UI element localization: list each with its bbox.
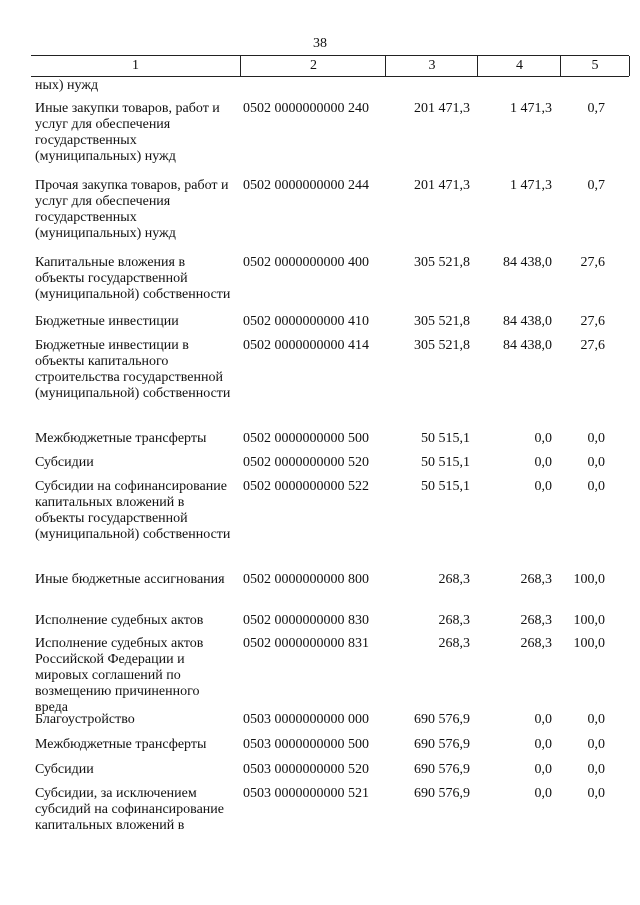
row-code: 0503 0000000000 521 [243,786,369,801]
row-value-3: 268,3 [438,572,470,587]
column-header-5: 5 [560,56,630,76]
column-header-2: 2 [240,56,386,76]
row-name: Исполнение судебных актов [35,613,204,628]
row-value-5: 0,7 [587,101,605,116]
row-code: 0502 0000000000 400 [243,255,369,270]
row-name: Капитальные вложения в объекты государственной (муниципальной) собственности [35,255,231,302]
row-code: 0502 0000000000 240 [243,101,369,116]
row-code: 0502 0000000000 244 [243,178,369,193]
row-value-5: 0,0 [587,712,605,727]
row-value-3: 268,3 [438,613,470,628]
row-name: Благоустройство [35,712,135,727]
row-value-4: 0,0 [534,737,552,752]
row-code: 0502 0000000000 410 [243,314,369,329]
row-name: Иные бюджетные ассигнования [35,572,225,587]
row-value-5: 0,0 [587,455,605,470]
row-value-5: 0,0 [587,786,605,801]
row-value-5: 100,0 [573,572,605,587]
row-value-3: 268,3 [438,636,470,651]
row-name: Бюджетные инвестиции в объекты капитального строительства государственной (муниципальной) собственности [35,338,231,401]
row-name: Субсидии, за исключением субсидий на софинансирование капитальных вложений в [35,786,225,833]
row-value-3: 305 521,8 [414,338,470,353]
row-value-3: 690 576,9 [414,712,470,727]
row-name: Межбюджетные трансферты [35,431,207,446]
row-value-3: 50 515,1 [421,455,470,470]
row-value-4: 0,0 [534,712,552,727]
row-value-4: 1 471,3 [510,178,552,193]
row-code: 0503 0000000000 520 [243,762,369,777]
row-value-3: 305 521,8 [414,255,470,270]
row-name: Иные закупки товаров, работ и услуг для обеспечения государственных (муниципальных) нужд [35,101,220,164]
row-value-5: 100,0 [573,613,605,628]
row-value-3: 50 515,1 [421,479,470,494]
row-name: Прочая закупка товаров, работ и услуг для обеспечения государственных (муниципальных) нужд [35,178,229,241]
column-header-3: 3 [385,56,478,76]
row-value-4: 84 438,0 [503,338,552,353]
row-value-5: 27,6 [580,255,605,270]
row-value-4: 268,3 [520,572,552,587]
row-name: Межбюджетные трансферты [35,737,207,752]
row-value-5: 100,0 [573,636,605,651]
column-header-1: 1 [132,58,139,73]
row-value-3: 50 515,1 [421,431,470,446]
row-code: 0502 0000000000 500 [243,431,369,446]
column-header-4: 4 [477,56,561,76]
row-code: 0502 0000000000 522 [243,479,369,494]
row-value-5: 0,0 [587,737,605,752]
row-value-5: 0,7 [587,178,605,193]
row-name: Субсидии [35,455,94,470]
row-code: 0502 0000000000 830 [243,613,369,628]
table-header [31,55,629,77]
row-value-5: 0,0 [587,431,605,446]
row-name: ных) нужд [35,78,99,93]
page-number: 38 [313,36,327,51]
row-value-4: 0,0 [534,479,552,494]
row-name: Исполнение судебных актов Российской Федерации и мировых соглашений по возмещению причиненного вреда [35,636,204,715]
row-name: Субсидии на софинансирование капитальных вложений в объекты государственной (муниципальной) собственности [35,479,231,542]
row-value-4: 84 438,0 [503,314,552,329]
row-code: 0502 0000000000 414 [243,338,369,353]
row-value-3: 305 521,8 [414,314,470,329]
row-code: 0503 0000000000 000 [243,712,369,727]
row-value-5: 0,0 [587,479,605,494]
row-value-5: 27,6 [580,338,605,353]
row-value-4: 0,0 [534,455,552,470]
row-value-3: 690 576,9 [414,786,470,801]
row-name: Бюджетные инвестиции [35,314,179,329]
row-value-4: 268,3 [520,613,552,628]
row-value-3: 201 471,3 [414,178,470,193]
row-name: Субсидии [35,762,94,777]
row-value-4: 0,0 [534,431,552,446]
row-value-5: 0,0 [587,762,605,777]
row-code: 0502 0000000000 800 [243,572,369,587]
row-code: 0502 0000000000 831 [243,636,369,651]
row-code: 0503 0000000000 500 [243,737,369,752]
row-value-3: 690 576,9 [414,737,470,752]
row-value-5: 27,6 [580,314,605,329]
row-value-3: 690 576,9 [414,762,470,777]
row-value-4: 0,0 [534,762,552,777]
row-value-4: 268,3 [520,636,552,651]
row-value-4: 1 471,3 [510,101,552,116]
row-value-3: 201 471,3 [414,101,470,116]
row-value-4: 0,0 [534,786,552,801]
row-code: 0502 0000000000 520 [243,455,369,470]
row-value-4: 84 438,0 [503,255,552,270]
